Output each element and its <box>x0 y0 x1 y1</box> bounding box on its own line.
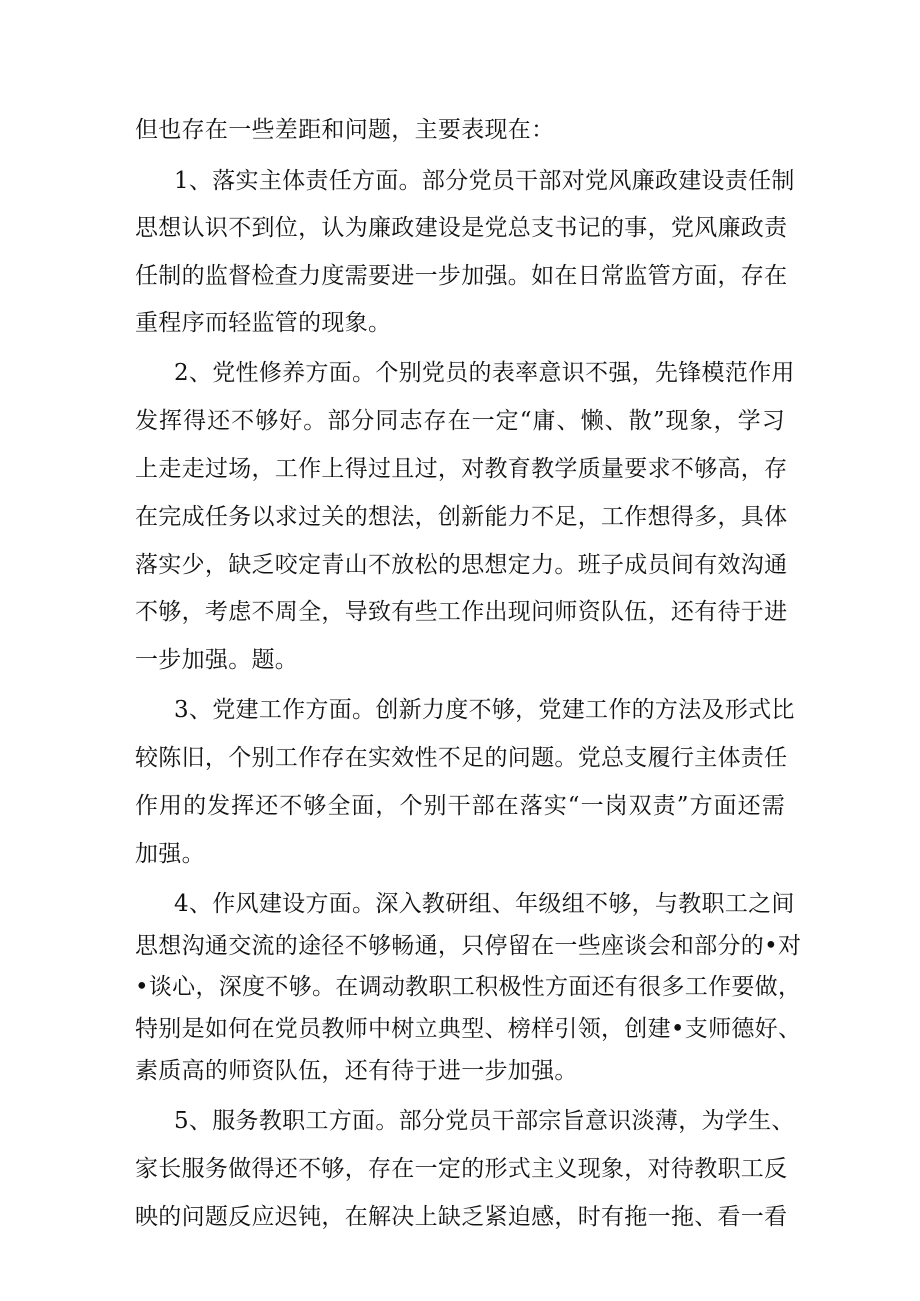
paragraph-intro-line-1: 但也存在一些差距和问题，主要表现在： <box>135 117 555 143</box>
paragraph-1-line-2: 思想认识不到位，认为廉政建设是党总支书记的事，党风廉政责 <box>135 215 788 241</box>
paragraph-3-line-3: 作用的发挥还不够全面，个别干部在落实“一岗双责”方面还需 <box>135 793 785 819</box>
paragraph-2-line-2: 发挥得还不够好。部分同志存在一定“庸、懒、散”现象，学习 <box>135 408 785 434</box>
paragraph-5-line-1: 5、服务教职工方面。部分党员干部宗旨意识淡薄，为学生、 <box>174 1108 795 1134</box>
paragraph-4-line-1: 4、作风建设方面。深入教研组、年级组不够，与教职工之间 <box>174 891 795 917</box>
paragraph-2-line-4: 在完成任务以求过关的想法，创新能力不足，工作想得多，具体 <box>135 504 788 530</box>
paragraph-2-line-6: 不够，考虑不周全，导致有些工作出现问师资队伍，还有待于进 <box>135 599 788 625</box>
paragraph-5-line-2: 家长服务做得还不够，存在一定的形式主义现象，对待教职工反 <box>135 1156 788 1182</box>
paragraph-1-line-3: 任制的监督检查力度需要进一步加强。如在日常监管方面，存在 <box>135 263 788 289</box>
paragraph-4-line-4: 特别是如何在党员教师中树立典型、榜样引领，创建•支师德好、 <box>135 1016 802 1042</box>
paragraph-3-line-2: 较陈旧，个别工作存在实效性不足的问题。党总支履行主体责任 <box>135 745 788 771</box>
paragraph-4-line-2: 思想沟通交流的途径不够畅通，只停留在一些座谈会和部分的•对 <box>135 933 802 959</box>
paragraph-3-line-1: 3、党建工作方面。创新力度不够，党建工作的方法及形式比 <box>174 697 795 723</box>
paragraph-2-line-7: 一步加强。题。 <box>135 647 299 673</box>
paragraph-1-line-4: 重程序而轻监管的现象。 <box>135 310 392 336</box>
paragraph-3-line-4: 加强。 <box>135 841 205 867</box>
paragraph-4-line-3: •谈心，深度不够。在调动教职工积极性方面还有很多工作要做， <box>135 974 802 1000</box>
paragraph-2-line-5: 落实少，缺乏咬定青山不放松的思想定力。班子成员间有效沟通 <box>135 552 788 578</box>
paragraph-4-line-5: 素质高的师资队伍，还有待于进一步加强。 <box>135 1058 578 1084</box>
paragraph-5-line-3: 映的问题反应迟钝，在解决上缺乏紧迫感，时有拖一拖、看一看 <box>135 1204 788 1230</box>
paragraph-2-line-3: 上走走过场，工作上得过且过，对教育教学质量要求不够高，存 <box>135 456 788 482</box>
paragraph-2-line-1: 2、党性修养方面。个别党员的表率意识不强，先锋模范作用 <box>174 360 795 386</box>
paragraph-1-line-1: 1、落实主体责任方面。部分党员干部对党风廉政建设责任制 <box>174 168 795 194</box>
